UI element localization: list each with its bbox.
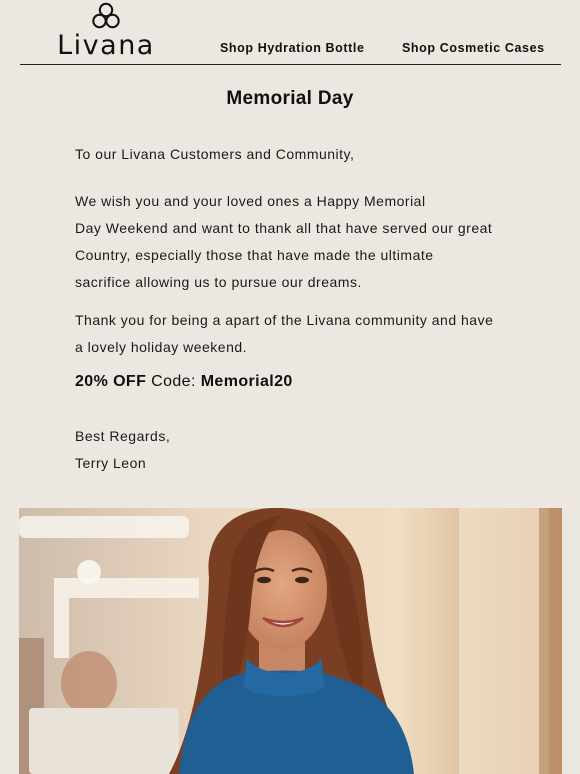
promo-code-label: Code: bbox=[151, 373, 196, 390]
trefoil-logo-icon bbox=[87, 2, 125, 32]
email-header bbox=[0, 0, 580, 66]
header-divider bbox=[20, 64, 561, 65]
promo-discount: 20% OFF bbox=[75, 373, 147, 390]
nav-shop-cosmetic-cases[interactable]: Shop Cosmetic Cases bbox=[402, 41, 545, 55]
paragraph-line: sacrifice allowing us to pursue our dreams. bbox=[75, 274, 362, 290]
paragraph-thanks bbox=[75, 188, 515, 296]
livana-logo[interactable] bbox=[56, 2, 156, 61]
signoff: Best Regards, bbox=[75, 428, 171, 444]
signoff-block bbox=[75, 423, 515, 477]
signature: Terry Leon bbox=[75, 455, 147, 471]
paragraph-line: a lovely holiday weekend. bbox=[75, 339, 248, 355]
woman-smiling-photo bbox=[19, 508, 562, 774]
paragraph-community bbox=[75, 307, 515, 361]
paragraph-line: Country, especially those that have made the ultimate bbox=[75, 247, 434, 263]
nav-shop-hydration-bottle[interactable]: Shop Hydration Bottle bbox=[220, 41, 365, 55]
promo-code bbox=[75, 373, 293, 391]
hero-photo bbox=[19, 508, 562, 774]
paragraph-line: Thank you for being a apart of the Livana community and have bbox=[75, 312, 494, 328]
promo-code-value: Memorial20 bbox=[200, 373, 293, 390]
greeting: To our Livana Customers and Community, bbox=[75, 146, 355, 162]
paragraph-line: We wish you and your loved ones a Happy Memorial bbox=[75, 193, 426, 209]
email-title: Memorial Day bbox=[226, 88, 354, 109]
logo-wordmark: Livana bbox=[57, 30, 155, 61]
paragraph-line: Day Weekend and want to thank all that have served our great bbox=[75, 220, 493, 236]
